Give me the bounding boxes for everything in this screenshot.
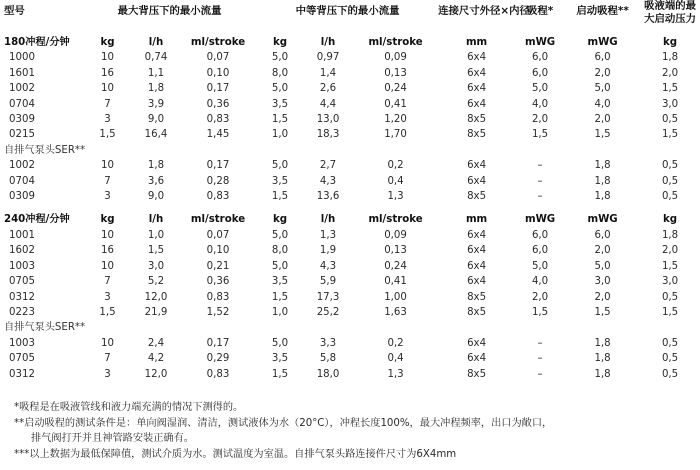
value-cell: – (537, 160, 543, 172)
value-cell: 8,0 (271, 245, 289, 257)
value-cell: 1,20 (384, 114, 407, 126)
model-cell: 0312 (9, 368, 35, 380)
value-cell: 6x4 (467, 260, 487, 272)
unit-label: ml/stroke (368, 214, 423, 226)
value-cell: 5,0 (271, 52, 289, 64)
value-cell: 0,28 (206, 175, 230, 187)
value-cell: 3,5 (271, 175, 289, 187)
value-cell: 0,09 (384, 52, 407, 64)
model-cell: 0309 (9, 191, 35, 203)
table-row (0, 50, 700, 65)
value-cell: 0,83 (206, 114, 230, 126)
value-cell: 1,5 (99, 306, 116, 318)
footnote-min-values: ***以上数据为最低保障值，测试介质为水。测试温度为室温。自排气泵头路连接件尺寸为6X4mm (14, 448, 457, 460)
value-cell: 3,9 (147, 98, 165, 110)
value-cell: 0,97 (316, 52, 340, 64)
table-row (0, 174, 700, 189)
value-cell: – (537, 175, 543, 187)
section-spacer (0, 204, 700, 212)
unit-label: ml/stroke (368, 37, 423, 48)
value-cell: 7 (104, 276, 111, 288)
model-cell: 0309 (9, 114, 35, 126)
value-cell: 0,13 (384, 245, 407, 257)
value-cell: 3,5 (271, 353, 289, 365)
table-row (0, 367, 700, 382)
footnotes (14, 400, 694, 462)
value-cell: 1,8 (661, 52, 679, 64)
value-cell: 2,0 (661, 67, 679, 79)
value-cell: 0,36 (206, 98, 230, 110)
value-cell: 8x5 (467, 114, 487, 126)
value-cell: 1,5 (531, 306, 549, 318)
value-cell: 6x4 (467, 175, 487, 187)
value-cell: – (537, 353, 543, 365)
value-cell: 6x4 (467, 52, 487, 64)
header-max-back-pressure: 最大背压下的最小流量 (117, 5, 222, 17)
value-cell: 1,5 (661, 83, 679, 95)
value-cell: 0,2 (387, 337, 404, 349)
header-suction-lift: 吸程* (526, 5, 554, 17)
value-cell: 12,0 (144, 291, 168, 303)
value-cell: 9,0 (147, 191, 165, 203)
value-cell: 5,0 (531, 260, 549, 272)
unit-label: kg (100, 214, 115, 226)
value-cell: 2,4 (147, 337, 165, 349)
value-cell: 1,4 (319, 67, 337, 79)
value-cell: 6x4 (467, 245, 487, 257)
value-cell: 0,10 (206, 67, 230, 79)
value-cell: 0,83 (206, 291, 230, 303)
value-cell: 5,0 (271, 160, 289, 172)
value-cell: 5,0 (271, 337, 289, 349)
value-cell: 0,07 (206, 229, 230, 241)
value-cell: 1,5 (661, 306, 679, 318)
table-row (0, 243, 700, 258)
header-priming-lift: 启动吸程** (576, 5, 629, 17)
value-cell: 6,0 (531, 67, 549, 79)
subsection-row (0, 320, 700, 335)
value-cell: 8x5 (467, 291, 487, 303)
unit-label: mWG (524, 37, 556, 48)
table-row (0, 97, 700, 112)
value-cell: 1,5 (271, 114, 289, 126)
value-cell: 1,5 (99, 129, 116, 141)
header-connection-size: 连接尺寸外径×内径 (438, 5, 530, 17)
value-cell: 1,0 (271, 129, 289, 141)
table-row (0, 127, 700, 142)
value-cell: 6x4 (467, 98, 487, 110)
value-cell: 2,0 (594, 245, 611, 257)
value-cell: 3 (104, 191, 111, 203)
value-cell: 3 (104, 368, 111, 380)
unit-label: l/h (148, 214, 164, 226)
value-cell: 6,0 (531, 245, 549, 257)
value-cell: 4,0 (531, 98, 549, 110)
value-cell: 1,63 (384, 306, 407, 318)
unit-label: kg (663, 214, 678, 226)
table-row (0, 81, 700, 96)
table-row (0, 259, 700, 274)
value-cell: 1,3 (387, 368, 404, 380)
value-cell: 1,8 (594, 337, 611, 349)
value-cell: 1,8 (594, 368, 611, 380)
value-cell: 5,2 (147, 276, 165, 288)
value-cell: 2,6 (319, 83, 337, 95)
value-cell: 6x4 (467, 229, 487, 241)
value-cell: 1,3 (319, 229, 337, 241)
value-cell: 8,0 (271, 67, 289, 79)
unit-label: l/h (320, 37, 336, 48)
footnote-priming-lift-cont: 排气阀打开并且神管路安装正确有。 (31, 433, 194, 444)
value-cell: 16,4 (144, 129, 168, 141)
value-cell: 1,5 (271, 191, 289, 203)
section-header-row (0, 212, 700, 227)
value-cell: 1,5 (147, 245, 165, 257)
model-cell: 1001 (9, 229, 35, 241)
value-cell: 1,8 (147, 160, 165, 172)
value-cell: 3 (104, 291, 111, 303)
value-cell: 5,0 (271, 229, 289, 241)
value-cell: 0,5 (661, 175, 679, 187)
model-cell: 0704 (9, 175, 35, 187)
value-cell: 4,4 (319, 98, 337, 110)
value-cell: 4,0 (594, 98, 611, 110)
value-cell: 3 (104, 114, 111, 126)
section-title: 240冲程/分钟 (4, 214, 70, 226)
value-cell: 0,83 (206, 191, 230, 203)
value-cell: 1,5 (271, 368, 289, 380)
value-cell: 6x4 (467, 83, 487, 95)
header-row (0, 0, 700, 35)
value-cell: 1,45 (206, 129, 230, 141)
model-cell: 1602 (9, 245, 35, 257)
value-cell: 1,70 (384, 129, 407, 141)
value-cell: 6,0 (531, 229, 549, 241)
value-cell: 17,3 (316, 291, 340, 303)
table-row (0, 112, 700, 127)
value-cell: 0,29 (206, 353, 230, 365)
value-cell: 5,0 (531, 83, 549, 95)
value-cell: 0,17 (206, 337, 230, 349)
value-cell: 0,41 (384, 276, 407, 288)
value-cell: 0,24 (384, 260, 407, 272)
value-cell: 0,17 (206, 160, 230, 172)
value-cell: 0,83 (206, 368, 230, 380)
value-cell: 6x4 (467, 337, 487, 349)
value-cell: 2,0 (661, 245, 679, 257)
value-cell: 6,0 (594, 229, 611, 241)
value-cell: 0,2 (387, 160, 404, 172)
value-cell: 5,0 (594, 83, 611, 95)
value-cell: 0,10 (206, 245, 230, 257)
value-cell: 7 (104, 98, 111, 110)
value-cell: 3,6 (147, 175, 165, 187)
value-cell: 0,4 (387, 175, 404, 187)
unit-label: kg (663, 37, 678, 48)
table-body (0, 35, 700, 382)
subsection-row (0, 143, 700, 158)
value-cell: 4,3 (319, 175, 337, 187)
section-title: 180冲程/分钟 (4, 37, 70, 48)
value-cell: 25,2 (316, 306, 340, 318)
value-cell: 0,41 (384, 98, 407, 110)
unit-label: mWG (587, 37, 618, 48)
table-row (0, 336, 700, 351)
value-cell: 1,5 (594, 129, 611, 141)
unit-label: l/h (320, 214, 336, 226)
value-cell: 0,5 (661, 368, 679, 380)
unit-label: mm (465, 37, 488, 48)
value-cell: 8x5 (467, 306, 487, 318)
table-row (0, 66, 700, 81)
value-cell: 8x5 (467, 191, 487, 203)
value-cell: 2,0 (531, 291, 549, 303)
value-cell: 6,0 (594, 52, 611, 64)
value-cell: 10 (101, 229, 114, 241)
value-cell: 18,3 (316, 129, 340, 141)
model-cell: 0312 (9, 291, 35, 303)
value-cell: 1,52 (206, 306, 230, 318)
model-cell: 1002 (9, 160, 35, 172)
value-cell: 9,0 (147, 114, 165, 126)
value-cell: 0,74 (144, 52, 168, 64)
unit-label: kg (100, 37, 115, 48)
value-cell: 5,9 (319, 276, 337, 288)
value-cell: 6x4 (467, 276, 487, 288)
value-cell: 16 (101, 67, 114, 79)
model-cell: 1000 (9, 52, 35, 64)
value-cell: 0,36 (206, 276, 230, 288)
model-cell: 1003 (9, 337, 35, 349)
value-cell: – (537, 368, 543, 380)
value-cell: 1,5 (661, 260, 679, 272)
value-cell: 5,0 (271, 83, 289, 95)
value-cell: 1,8 (661, 229, 679, 241)
value-cell: 6,0 (531, 52, 549, 64)
value-cell: 0,4 (387, 353, 404, 365)
footnote-priming-lift: **启动吸程的测试条件是：单向阀湿润、清洁，测试液体为水（20°C），冲程长度100%，最大冲程频率，出口为敞口， (14, 417, 553, 429)
model-cell: 1002 (9, 83, 35, 95)
value-cell: 0,5 (661, 353, 679, 365)
model-cell: 1601 (9, 67, 35, 79)
value-cell: 1,8 (594, 175, 611, 187)
value-cell: 3,3 (319, 337, 337, 349)
value-cell: 4,0 (531, 276, 549, 288)
value-cell: 0,5 (661, 114, 679, 126)
value-cell: – (537, 337, 543, 349)
model-cell: 0705 (9, 276, 35, 288)
value-cell: 2,0 (531, 114, 549, 126)
value-cell: 0,5 (661, 191, 679, 203)
value-cell: 1,5 (531, 129, 549, 141)
unit-label: ml/stroke (190, 214, 246, 226)
unit-label: l/h (148, 37, 164, 48)
value-cell: 1,5 (271, 291, 289, 303)
spacer-cell (0, 204, 700, 212)
value-cell: 4,2 (147, 353, 165, 365)
value-cell: 1,8 (594, 191, 611, 203)
value-cell: 5,0 (594, 260, 611, 272)
value-cell: 1,9 (319, 245, 337, 257)
value-cell: 6x4 (467, 353, 487, 365)
value-cell: 3,0 (594, 276, 611, 288)
value-cell: 3,0 (661, 276, 679, 288)
value-cell: 0,07 (206, 52, 230, 64)
value-cell: 0,21 (206, 260, 230, 272)
table-row (0, 305, 700, 320)
header-max-priming-pressure: 吸液端的最大启动压力 (644, 0, 697, 25)
value-cell: 13,0 (316, 114, 340, 126)
value-cell: 4,3 (319, 260, 337, 272)
value-cell: 5,0 (271, 260, 289, 272)
value-cell: 0,5 (661, 160, 679, 172)
value-cell: 8x5 (467, 129, 487, 141)
value-cell: 10 (101, 337, 114, 349)
value-cell: 1,0 (271, 306, 289, 318)
model-cell: 1003 (9, 260, 35, 272)
value-cell: 10 (101, 52, 114, 64)
value-cell: 0,5 (661, 337, 679, 349)
value-cell: 10 (101, 260, 114, 272)
value-cell: 8x5 (467, 368, 487, 380)
value-cell: 3,0 (147, 260, 165, 272)
table-row (0, 290, 700, 305)
value-cell: 1,3 (387, 191, 404, 203)
value-cell: 2,7 (319, 160, 337, 172)
value-cell: 1,5 (594, 306, 611, 318)
header-model: 型号 (4, 5, 25, 17)
header-mid-back-pressure: 中等背压下的最小流量 (295, 5, 400, 17)
value-cell: 1,8 (594, 160, 611, 172)
subsection-title: 自排气泵头SER** (4, 322, 86, 334)
value-cell: 1,0 (147, 229, 165, 241)
model-cell: 0705 (9, 353, 35, 365)
value-cell: 0,13 (384, 67, 407, 79)
unit-label: mm (465, 214, 488, 226)
unit-label: kg (272, 214, 288, 226)
value-cell: 1,00 (384, 291, 407, 303)
footnote-suction-lift: *吸程是在吸液管线和液力端充满的情况下测得的。 (14, 402, 244, 413)
value-cell: 2,0 (594, 291, 611, 303)
value-cell: 2,0 (594, 67, 611, 79)
section-header-row (0, 35, 700, 50)
value-cell: 3,5 (271, 98, 289, 110)
value-cell: 0,17 (206, 83, 230, 95)
model-cell: 0223 (9, 306, 35, 318)
value-cell: 6x4 (467, 160, 487, 172)
value-cell: 10 (101, 83, 114, 95)
unit-label: mWG (587, 214, 618, 226)
value-cell: 7 (104, 175, 111, 187)
value-cell: 1,8 (147, 83, 165, 95)
table-row (0, 351, 700, 366)
value-cell: 2,0 (594, 114, 611, 126)
unit-label: mWG (524, 214, 556, 226)
table-row (0, 158, 700, 173)
value-cell: 0,09 (384, 229, 407, 241)
value-cell: – (537, 191, 543, 203)
value-cell: 16 (101, 245, 114, 257)
value-cell: 0,24 (384, 83, 407, 95)
table-row (0, 228, 700, 243)
model-cell: 0704 (9, 98, 35, 110)
subsection-title: 自排气泵头SER** (4, 144, 86, 156)
unit-label: ml/stroke (190, 37, 246, 48)
value-cell: 12,0 (144, 368, 168, 380)
value-cell: 3,5 (271, 276, 289, 288)
value-cell: 5,8 (319, 353, 337, 365)
value-cell: 0,5 (661, 291, 679, 303)
value-cell: 1,1 (147, 67, 165, 79)
value-cell: 1,8 (594, 353, 611, 365)
value-cell: 1,5 (661, 129, 679, 141)
table-row (0, 274, 700, 289)
value-cell: 18,0 (316, 368, 340, 380)
value-cell: 13,6 (316, 191, 340, 203)
model-cell: 0215 (9, 129, 35, 141)
unit-label: kg (272, 37, 288, 48)
value-cell: 6x4 (467, 67, 487, 79)
value-cell: 10 (101, 160, 114, 172)
table-row (0, 189, 700, 204)
value-cell: 7 (104, 353, 111, 365)
value-cell: 3,0 (661, 98, 679, 110)
value-cell: 21,9 (144, 306, 168, 318)
